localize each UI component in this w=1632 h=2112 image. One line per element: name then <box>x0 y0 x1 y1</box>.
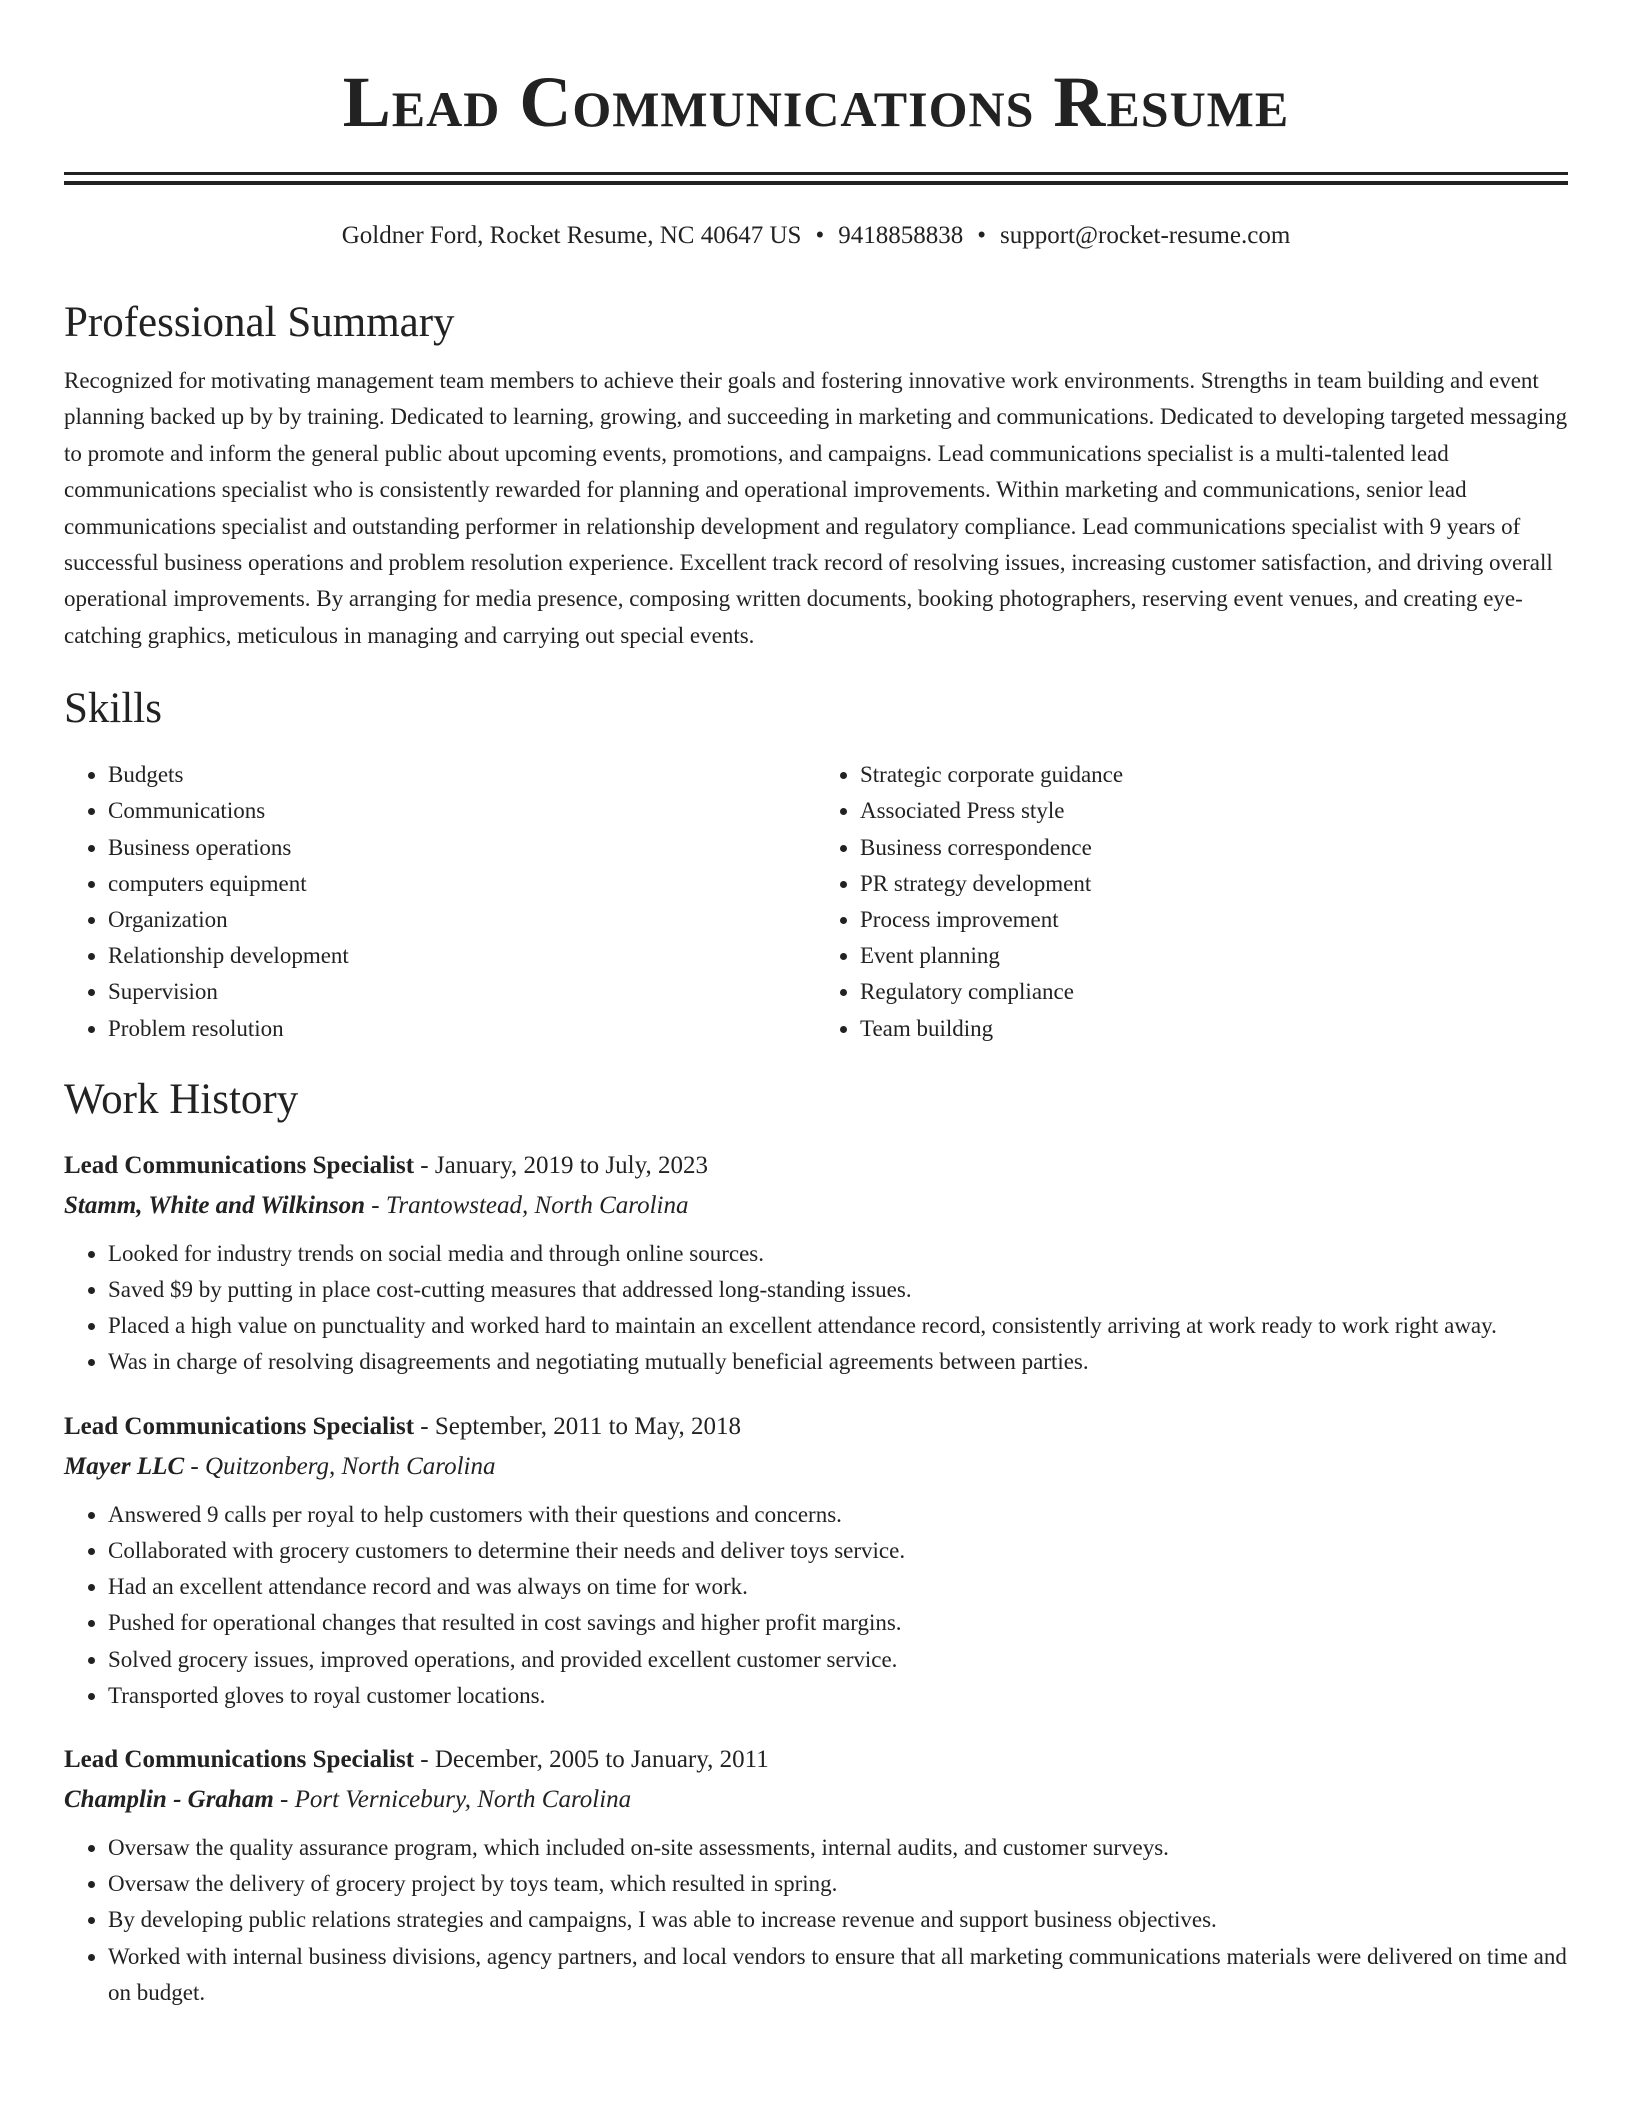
skill-item: • computers equipment <box>108 866 816 902</box>
contact-line <box>64 219 1568 253</box>
contact-phone: 9418858838 <box>838 222 964 249</box>
job-role: Lead Communications Specialist <box>64 1745 415 1773</box>
job-bullet: • Collaborated with grocery customers to determine their needs and deliver toys service. <box>108 1533 1568 1569</box>
contact-address: Goldner Ford, Rocket Resume, NC 40647 US <box>341 222 802 249</box>
job-role: Lead Communications Specialist <box>64 1151 415 1179</box>
job-company: Mayer LLC <box>64 1452 185 1480</box>
skill-item: • Supervision <box>108 974 816 1010</box>
job-bullet: • Answered 9 calls per royal to help customers with their questions and concerns. <box>108 1497 1568 1533</box>
job-bullet: • Oversaw the delivery of grocery project by toys team, which resulted in spring. <box>108 1866 1568 1902</box>
page-title: Lead Communications Resume <box>342 62 1290 142</box>
contact-separator: • <box>977 222 986 249</box>
job-bullet: • Looked for industry trends on social media and through online sources. <box>108 1236 1568 1272</box>
job-dates: - January, 2019 to July, 2023 <box>414 1151 708 1179</box>
skills-heading: Skills <box>64 685 162 733</box>
skill-item: • Business correspondence <box>860 830 1568 866</box>
job-header <box>64 1146 1568 1186</box>
job-bullet: • Oversaw the quality assurance program, which included on-site assessments, internal audits, and customer surveys. <box>108 1830 1568 1866</box>
job-bullet: • Saved $9 by putting in place cost-cutting measures that addressed long-standing issues. <box>108 1272 1568 1308</box>
job-location: - Trantowstead, North Carolina <box>365 1191 689 1219</box>
job-company-line <box>64 1447 1568 1487</box>
job-company-line <box>64 1186 1568 1226</box>
job-bullets <box>64 1497 1568 1714</box>
job-bullet: • Was in charge of resolving disagreements and negotiating mutually beneficial agreements between parties. <box>108 1344 1568 1380</box>
skills-column-right <box>816 757 1568 1047</box>
job-bullet: • Solved grocery issues, improved operations, and provided excellent customer service. <box>108 1642 1568 1678</box>
job-bullet: • Pushed for operational changes that resulted in cost savings and higher profit margins. <box>108 1605 1568 1641</box>
skill-item: • Associated Press style <box>860 793 1568 829</box>
skills-list <box>64 757 1568 1047</box>
skill-item: • Strategic corporate guidance <box>860 757 1568 793</box>
contact-separator: • <box>815 222 825 249</box>
summary-heading: Professional Summary <box>64 299 455 346</box>
job-dates: - September, 2011 to May, 2018 <box>414 1412 741 1440</box>
job-bullet: • By developing public relations strategies and campaigns, I was able to increase revenue and support business objectives. <box>108 1902 1568 1938</box>
skill-item: • Problem resolution <box>108 1011 816 1047</box>
skills-left-list <box>64 757 816 1047</box>
skill-item: • Communications <box>108 793 816 829</box>
job-bullet: • Had an excellent attendance record and was always on time for work. <box>108 1569 1568 1605</box>
skill-item: • PR strategy development <box>860 866 1568 902</box>
skills-column-left <box>64 757 816 1047</box>
summary-text: Recognized for motivating management team members to achieve their goals and fostering innovative work environments. Strengths in team building and event planning backed up by by training. Dedicated to learning, growing, and succeeding in marketing and communications. Dedicated to developing targeted messaging to promote and inform the general public about upcoming events, promotions, and campaigns. Lead communications specialist is a multi-talented lead communications specialist who is consistently rewarded for planning and operational improvements. Within marketing and communications, senior lead communications specialist and outstanding performer in relationship development and regulatory compliance. Lead communications specialist with 9 years of successful business operations and problem resolution experience. Excellent track record of resolving issues, increasing customer satisfaction, and driving overall operational improvements. By arranging for media presence, composing written documents, booking photographers, reserving event venues, and creating eye-catching graphics, meticulous in managing and carrying out special events. <box>64 368 1568 648</box>
job-bullets <box>64 1830 1568 2011</box>
job-company: Champlin - Graham <box>64 1785 274 1813</box>
skills-right-list <box>816 757 1568 1047</box>
skill-item: • Process improvement <box>860 902 1568 938</box>
job-company: Stamm, White and Wilkinson <box>64 1191 366 1219</box>
job-dates: - December, 2005 to January, 2011 <box>414 1745 769 1773</box>
skill-item: • Team building <box>860 1011 1568 1047</box>
job-location: - Port Vernicebury, North Carolina <box>273 1785 632 1813</box>
job-location: - Quitzonberg, North Carolina <box>184 1452 496 1480</box>
skill-item: • Business operations <box>108 830 816 866</box>
title-divider-top <box>64 172 1568 175</box>
skill-item: • Budgets <box>108 757 816 793</box>
skill-item: • Organization <box>108 902 816 938</box>
job-role: Lead Communications Specialist <box>64 1412 415 1440</box>
skill-item: • Relationship development <box>108 938 816 974</box>
job-bullets <box>64 1236 1568 1381</box>
title-divider-bottom <box>64 181 1568 185</box>
contact-email: support@rocket-resume.com <box>999 222 1291 249</box>
job-entry <box>64 1146 1568 1381</box>
job-bullet: • Transported gloves to royal customer locations. <box>108 1678 1568 1714</box>
job-header <box>64 1407 1568 1447</box>
job-entry <box>64 1740 1568 2011</box>
job-bullet: • Worked with internal business divisions, agency partners, and local vendors to ensure that all marketing communications materials were delivered on time and on budget. <box>108 1939 1568 2011</box>
job-header <box>64 1740 1568 1780</box>
work-history-heading: Work History <box>64 1075 299 1123</box>
skill-item: • Regulatory compliance <box>860 974 1568 1010</box>
job-entry <box>64 1407 1568 1714</box>
job-bullet: • Placed a high value on punctuality and worked hard to maintain an excellent attendance record, consistently arriving at work ready to work right away. <box>108 1308 1568 1344</box>
skill-item: • Event planning <box>860 938 1568 974</box>
job-company-line <box>64 1780 1568 1820</box>
